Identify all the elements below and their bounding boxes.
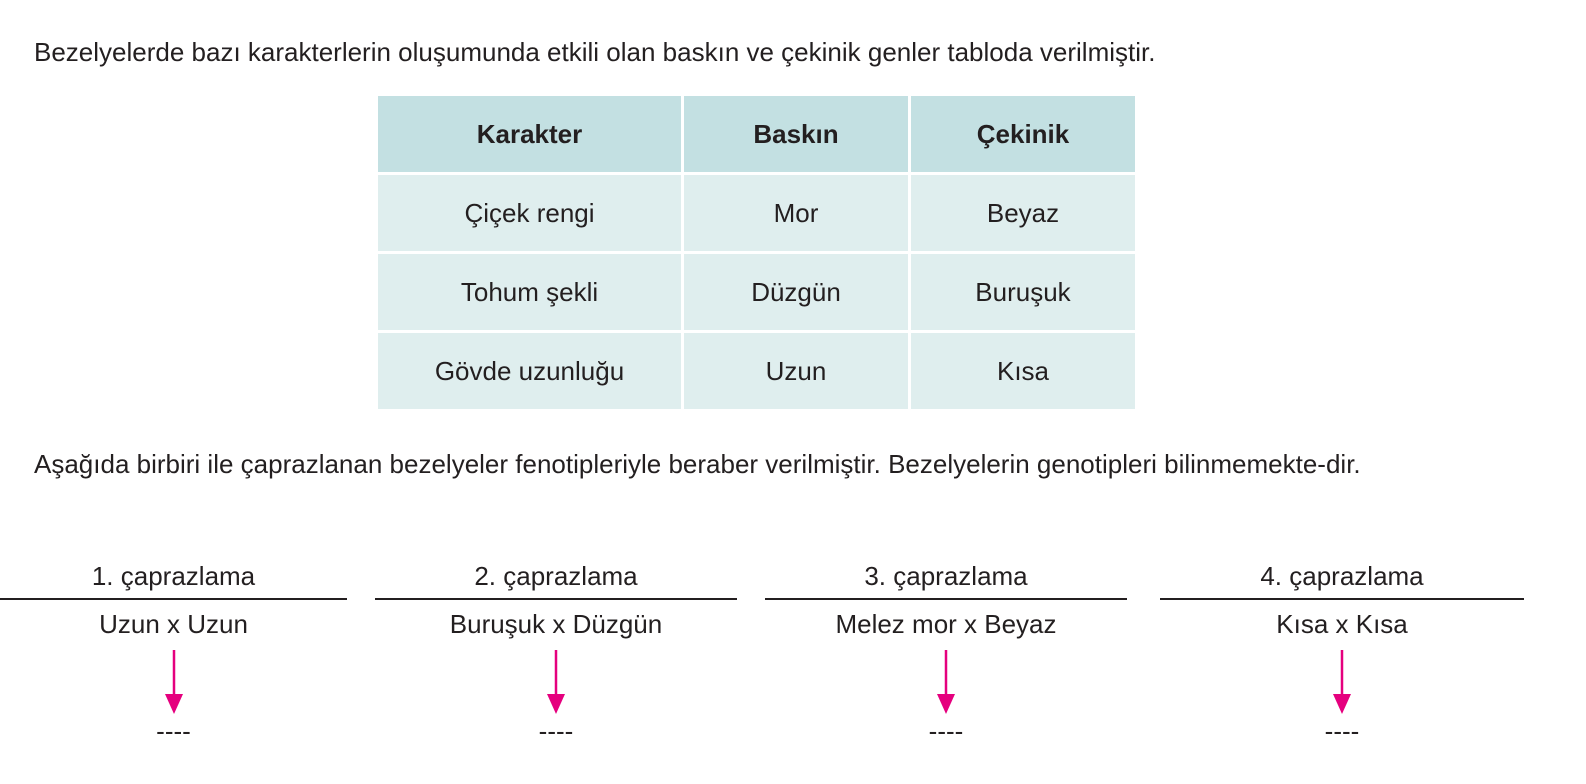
cross-parents: Melez mor x Beyaz xyxy=(835,609,1057,639)
cross-divider xyxy=(375,598,737,600)
header-karakter: Karakter xyxy=(377,95,683,174)
cross-1 xyxy=(0,558,347,758)
down-arrow-icon xyxy=(544,650,568,714)
cross-result-blank: ---- xyxy=(156,716,191,746)
table-cell: Beyaz xyxy=(910,174,1137,253)
table-header-row xyxy=(377,95,1137,174)
table-cell: Kısa xyxy=(910,332,1137,411)
cross-divider xyxy=(765,598,1127,600)
cross-2 xyxy=(375,558,737,758)
genes-table xyxy=(375,93,1138,412)
cross-divider xyxy=(1160,598,1524,600)
table-row xyxy=(377,253,1137,332)
header-cekinik: Çekinik xyxy=(910,95,1137,174)
down-arrow-icon xyxy=(162,650,186,714)
cross-title: 1. çaprazlama xyxy=(91,561,256,591)
table-cell: Mor xyxy=(683,174,910,253)
crosses-paragraph: Aşağıda birbiri ile çaprazlanan bezelyeler fenotipleriyle beraber verilmiştir. Bezelyelerin genotipleri bilinmemekte-dir. xyxy=(34,449,1361,479)
genes-table-container xyxy=(375,93,1138,412)
cross-divider xyxy=(0,598,347,600)
cross-title: 2. çaprazlama xyxy=(474,561,638,591)
table-cell: Tohum şekli xyxy=(377,253,683,332)
down-arrow-icon xyxy=(1330,650,1354,714)
table-cell: Uzun xyxy=(683,332,910,411)
cross-3 xyxy=(765,558,1127,758)
cross-result-blank: ---- xyxy=(928,716,964,746)
cross-title: 3. çaprazlama xyxy=(864,561,1028,591)
cross-result-blank: ---- xyxy=(1324,716,1360,746)
table-row xyxy=(377,174,1137,253)
table-cell: Düzgün xyxy=(683,253,910,332)
table-cell: Gövde uzunluğu xyxy=(377,332,683,411)
down-arrow-icon xyxy=(934,650,958,714)
cross-parents: Buruşuk x Düzgün xyxy=(449,609,663,639)
cross-result-blank: ---- xyxy=(538,716,574,746)
intro-paragraph: Bezelyelerde bazı karakterlerin oluşumunda etkili olan baskın ve çekinik genler tabloda verilmiştir. xyxy=(34,37,1156,67)
header-baskin: Baskın xyxy=(683,95,910,174)
table-cell: Buruşuk xyxy=(910,253,1137,332)
cross-title: 4. çaprazlama xyxy=(1260,561,1424,591)
table-cell: Çiçek rengi xyxy=(377,174,683,253)
table-row xyxy=(377,332,1137,411)
cross-parents: Kısa x Kısa xyxy=(1276,609,1408,639)
cross-4 xyxy=(1160,558,1524,758)
cross-parents: Uzun x Uzun xyxy=(99,609,248,639)
